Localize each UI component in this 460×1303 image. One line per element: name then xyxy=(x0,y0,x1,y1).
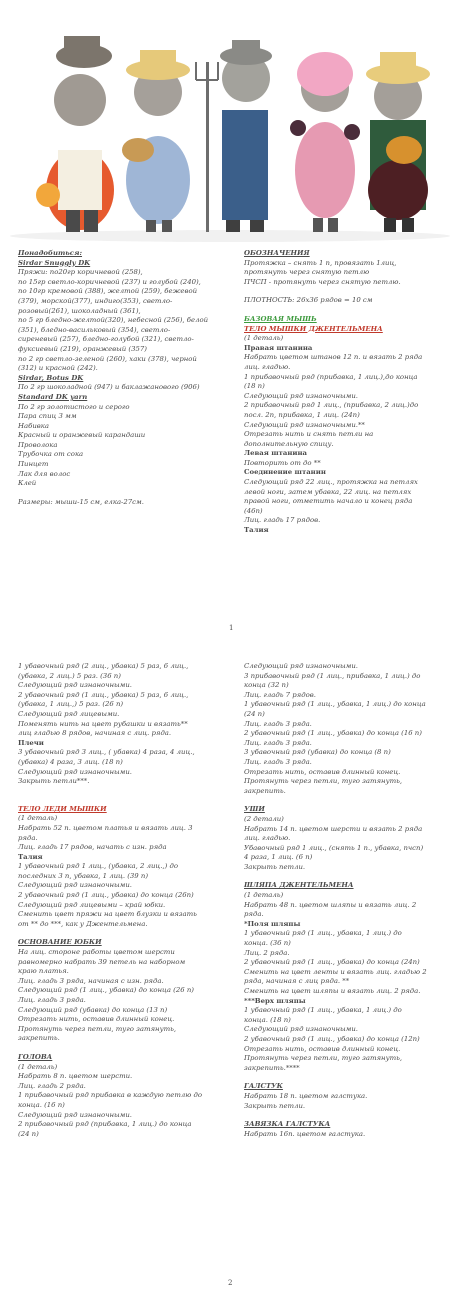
text-line: БАЗОВАЯ МЫШЬ xyxy=(244,314,317,323)
text-line: Закрыть петли. xyxy=(244,1101,306,1110)
text-line: Соединение штанин xyxy=(244,468,326,477)
instructions-column-2 xyxy=(18,662,230,1139)
text-line: Следующий ряд лицевыми – край юбки. xyxy=(18,900,166,909)
text-line: 1 прибавочный ряд прибавка в каждую петлю до xyxy=(18,1091,203,1100)
text-line: последних 3 п, убавка, 1 лиц. (39 п) xyxy=(18,871,149,880)
text-line: ряда. xyxy=(18,833,38,842)
text-line: 2 убавочный ряд (1 лиц., убавка) до конца (12п) xyxy=(244,1034,420,1043)
text-line: Поменять нить на цвет рубашки и вязать** xyxy=(18,719,188,728)
text-line: Следующий ряд изнаночными. xyxy=(244,662,358,670)
text-line: Пинцет xyxy=(18,460,49,469)
text-line: Пряжи: по20гр коричневой (258), xyxy=(18,268,143,277)
text-line: ряда. xyxy=(244,910,264,919)
text-line: (24 п) xyxy=(18,1129,39,1138)
text-line: (1 деталь) xyxy=(18,1062,58,1071)
text-line: конца. (16 п) xyxy=(18,1100,65,1109)
text-line: Следующий ряд лицевыми. xyxy=(18,709,120,718)
text-line: Размеры: мыши-15 см, елка-27см. xyxy=(18,497,144,506)
text-line: ЗАВЯЗКА ГАЛСТУКА xyxy=(244,1120,331,1129)
text-line: лиц. гладью. xyxy=(244,362,291,371)
text-line: Sirdar, Botus DK xyxy=(18,373,84,382)
text-line: конца (32 п) xyxy=(244,681,289,690)
text-line: 2 прибавочный ряд 1 лиц., (прибавка, 2 лиц.)до xyxy=(244,401,419,410)
text-line: ОБОЗНАЧЕНИЯ xyxy=(244,249,310,257)
spacer xyxy=(18,489,230,498)
instructions-column-1 xyxy=(244,249,449,536)
text-line: По 2 гр золотистого и серого xyxy=(18,402,130,411)
text-line: по 10гр кремовой (388), желтой (259), бежевой xyxy=(18,287,198,296)
text-line: Сменить на цвет ленты и вязать лиц. гладью 2 xyxy=(244,967,427,976)
text-line: лиц гладью 8 рядов, начиная с лиц. ряда. xyxy=(18,729,172,738)
text-line: ТЕЛО МЫШКИ ДЖЕНТЕЛЬМЕНА xyxy=(244,324,383,333)
text-line: (1 деталь) xyxy=(244,334,284,343)
text-line: ОСНОВАНИЕ ЮБКИ xyxy=(18,938,102,947)
text-line: На лиц. стороне работы цветом шерсти xyxy=(18,948,175,957)
spacer xyxy=(244,287,449,296)
spacer xyxy=(244,306,449,315)
text-line: По 2 гр шоколадной (947) и баклажанового (906) xyxy=(18,383,200,392)
text-line: 1 убавочный ряд (2 лиц., убавка) 5 раз, 6 лиц., xyxy=(18,662,189,670)
mouse-figure xyxy=(366,52,430,232)
text-line: Лиц. гладь 3 ряда. xyxy=(244,738,312,747)
text-line: ГАЛСТУК xyxy=(244,1082,283,1091)
text-line: Лиц. гладь 2 ряда. xyxy=(18,1081,86,1090)
text-line: (убавка, 1 лиц.,) 5 раз. (26 п) xyxy=(18,700,124,709)
text-line: 3 убавочный ряд (убавка) до конца (8 п) xyxy=(244,748,391,757)
text-line: Набрать цветом штанов 12 п. и вязать 2 ряда xyxy=(244,353,423,362)
text-line: (312) и красной (242). xyxy=(18,364,98,373)
text-line: конца. (18 п) xyxy=(244,1015,291,1024)
text-line: Сменить цвет пряжи на цвет блузки и вязать xyxy=(18,910,197,919)
text-line: Sirdar Snuggly DK xyxy=(18,258,91,267)
text-line: Standard DK yarn xyxy=(18,392,88,401)
text-line: от ** до ***, как у Джентельмена. xyxy=(18,919,148,928)
text-line: Закрыть петли. xyxy=(244,862,306,871)
text-line: ***Верх шляпы xyxy=(244,996,306,1005)
text-line: Пара спиц 3 мм xyxy=(18,412,77,421)
text-line: по 2 гр светло-зеленой (260), хаки (378), черной xyxy=(18,354,197,363)
text-line: Набрать 52 п. цветом платья и вязать лиц. 3 xyxy=(18,823,193,832)
text-line: (1 деталь) xyxy=(244,891,284,900)
text-line: Отрезать нить, оставив длинный конец. xyxy=(18,1015,175,1024)
text-line: (1 деталь) xyxy=(18,814,58,823)
spacer xyxy=(244,872,449,881)
spacer xyxy=(18,1044,230,1053)
text-line: закрепить.**** xyxy=(244,1063,300,1072)
text-line: Проволока xyxy=(18,440,58,449)
text-line: 3 прибавочный ряд (1 лиц., прибавка, 1 лиц.) до xyxy=(244,671,421,680)
text-line: Правая штанина xyxy=(244,343,313,352)
text-line: закрепить. xyxy=(244,786,286,795)
text-line: Лиц. гладь 17 рядов, начать с изн. ряда xyxy=(18,843,167,852)
text-line: Набивка xyxy=(18,421,49,430)
text-line: Следующий ряд изнаночными. xyxy=(18,1110,132,1119)
text-line: ПЛОТНОСТЬ: 26х36 рядов = 10 см xyxy=(244,296,373,305)
text-line: Набрать 48 п. цветом шляпы и вязать лиц. 2 xyxy=(244,900,417,909)
text-line: ТЕЛО ЛЕДИ МЫШКИ xyxy=(18,804,107,813)
text-line: Клей xyxy=(18,479,37,488)
text-line: Закрыть петли***. xyxy=(18,777,90,786)
text-line: (351), бледно-васильковый (354), светло- xyxy=(18,325,171,334)
text-line: Повторить от до ** xyxy=(244,458,321,467)
spacer xyxy=(244,1111,449,1120)
text-line: конца. (36 п) xyxy=(244,939,291,948)
text-line: Следующий ряд (1 лиц., убавка) до конца (26 п) xyxy=(18,986,194,995)
text-line: 1 убавочный ряд (1 лиц., убавка, 1 лиц.) до xyxy=(244,929,402,938)
text-line: (24 п) xyxy=(244,709,265,718)
text-line: ГОЛОВА xyxy=(18,1052,53,1061)
text-line: Талия xyxy=(244,526,269,535)
instructions-column-3 xyxy=(244,662,449,1139)
text-line: сиреневый (257), бледно-голубой (321), светло- xyxy=(18,335,194,344)
page-number: 2 xyxy=(228,1279,233,1287)
text-line: 2 убавочный ряд (1 лиц., убавка) до конца (26п) xyxy=(18,891,194,900)
spacer xyxy=(18,929,230,938)
text-line: (46п) xyxy=(244,506,263,515)
text-line: УШИ xyxy=(244,805,265,814)
text-line: левой ноги, затем убавка, 22 лиц. на петлях xyxy=(244,487,412,496)
text-line: Отрезать нить и снять петли на xyxy=(244,430,374,439)
text-line: Понадобиться: xyxy=(18,249,83,257)
text-line: Следующий ряд изнаночными. xyxy=(18,881,132,890)
text-line: 1 убавочный ряд 1 лиц., (убавка, 2 лиц.,) до xyxy=(18,862,179,871)
text-line: Протяжка – снять 1 п, провязать 1лиц, xyxy=(244,258,397,267)
text-line: (2 детали) xyxy=(244,814,284,823)
text-line: Отрезать нить, оставив длинный конец. xyxy=(244,767,401,776)
materials-column xyxy=(18,249,230,507)
text-line: Следующий ряд (убавка) до конца (13 п) xyxy=(18,1005,168,1014)
text-line: Лиц. 2 ряда. xyxy=(244,948,290,957)
text-line: Сменить на цвет шляпы и вязать лиц. 2 ряда. xyxy=(244,987,421,995)
text-line: Набрать 14 п. цветом шерсти и вязать 2 ряда xyxy=(244,824,423,833)
text-line: 2 убавочный ряд (1 лиц., убавка) до конца (16 п) xyxy=(244,729,422,738)
text-line: розовый(261), шоколадный (361), xyxy=(18,306,141,315)
text-line: Красный и оранжевый карандаши xyxy=(18,431,146,440)
text-line: Трубочка от сока xyxy=(18,450,84,459)
text-line: 3 убавочный ряд 3 лиц., ( убавка) 4 раза, 4 лиц., xyxy=(18,748,195,757)
text-line: Лак для волос xyxy=(18,469,71,478)
text-line: (18 п) xyxy=(244,382,265,391)
text-line: 1 убавочный ряд (1 лиц., убавка, 1 лиц.) до xyxy=(244,1006,402,1015)
text-line: 1 убавочный ряд (1 лиц., убавка, 1 лиц.) до конца xyxy=(244,700,426,709)
spacer xyxy=(18,787,230,796)
text-line: Левая штанина xyxy=(244,449,308,458)
text-line: Следующий ряд изнаночными. xyxy=(244,1025,358,1034)
text-line: лиц. гладью. xyxy=(244,834,291,843)
text-line: 4 раза, 1 лиц. (6 п) xyxy=(244,853,313,862)
text-line: Следующий ряд изнаночными. xyxy=(244,391,358,400)
text-line: равномерно набрать 39 петель на наборном xyxy=(18,957,186,966)
text-line: правой ноги, отметить начало и конец ряда xyxy=(244,497,413,506)
text-line: Убавочный ряд 1 лиц., (снять 1 п., убавка, пчсп) xyxy=(244,843,424,852)
text-line: Следующий ряд изнаночными.** xyxy=(244,420,365,429)
knitted-mice-photo xyxy=(0,0,460,242)
text-line: по 5 гр бледно-желтой(320), небесной (256), белой xyxy=(18,316,209,325)
text-line: (убавка, 2 лиц.) 5 раз. (36 п) xyxy=(18,671,121,680)
text-line: Следующий ряд 22 лиц., протяжка на петлях xyxy=(244,478,418,487)
text-line: посл. 2п, прибавка, 1 лиц. (24п) xyxy=(244,410,360,419)
text-line: Следующий ряд изнаночными. xyxy=(18,681,132,690)
text-line: Протянуть через петли, туго затянуть, xyxy=(244,1054,403,1063)
text-line: Лиц. гладь 3 ряда, начиная с изн. ряда. xyxy=(18,976,164,985)
text-line: Набрать 18 п. цветом галстука. xyxy=(244,1091,368,1100)
text-line: дополнительную спицу. xyxy=(244,439,334,448)
spacer xyxy=(244,1073,449,1082)
text-line: протянуть через снятую петлю xyxy=(244,268,370,277)
pitchfork-icon xyxy=(206,62,209,232)
spacer xyxy=(18,796,230,805)
text-line: Отрезать нить, оставив длинный конец. xyxy=(244,1044,401,1053)
text-line: ШЛЯПА ДЖЕНТЕЛЬМЕНА xyxy=(244,881,354,890)
text-line: (379), морской(377), индиго(353), светло- xyxy=(18,296,173,305)
text-line: Протянуть через петли, туго затянуть, xyxy=(244,777,403,786)
text-line: 1 прибавочный ряд (прибавка, 1 лиц.),до конца xyxy=(244,372,418,381)
text-line: ПЧСП - протянуть через снятую петлю. xyxy=(244,277,401,286)
text-line: Лиц. гладь 3 ряда. xyxy=(244,757,312,766)
text-line: фуксиевый (219), оранжевый (357) xyxy=(18,344,147,353)
text-line: Набрать 8 п. цветом шерсти. xyxy=(18,1072,133,1081)
text-line: ряда, начиная с лиц ряда. ** xyxy=(244,977,350,986)
page-number: 1 xyxy=(229,624,234,632)
text-line: (убавка) 4 раза, 3 лиц. (18 п) xyxy=(18,757,123,766)
spacer xyxy=(244,796,449,805)
text-line: Набрать 16п. цветом галстука. xyxy=(244,1129,366,1138)
text-line: 2 прибавочный ряд (прибавка, 1 лиц.) до конца xyxy=(18,1120,192,1129)
text-line: *Поля шляпы xyxy=(244,919,301,928)
text-line: краю платья. xyxy=(18,967,69,976)
mouse-figure xyxy=(220,40,272,232)
text-line: 2 убавочный ряд (1 лиц., убавка) до конца (24п) xyxy=(244,958,420,967)
text-line: Лиц. гладь 3 ряда. xyxy=(244,719,312,728)
text-line: 2 убавочный ряд (1 лиц., убавка) 5 раз, 6 лиц., xyxy=(18,690,189,699)
text-line: Плечи xyxy=(18,738,44,747)
text-line: по 15гр светло-коричневой (237) и голубой (240), xyxy=(18,277,201,286)
text-line: Лиц. гладь 7 рядов. xyxy=(244,690,316,699)
text-line: Лиц. гладь 3 ряда. xyxy=(18,996,86,1004)
text-line: Следующий ряд изнаночными. xyxy=(18,767,132,776)
text-line: Протянуть через петли, туго затянуть, xyxy=(18,1024,177,1033)
text-line: закрепить. xyxy=(18,1034,60,1043)
text-line: Талия xyxy=(18,852,43,861)
text-line: Лиц. гладь 17 рядов. xyxy=(244,516,321,525)
